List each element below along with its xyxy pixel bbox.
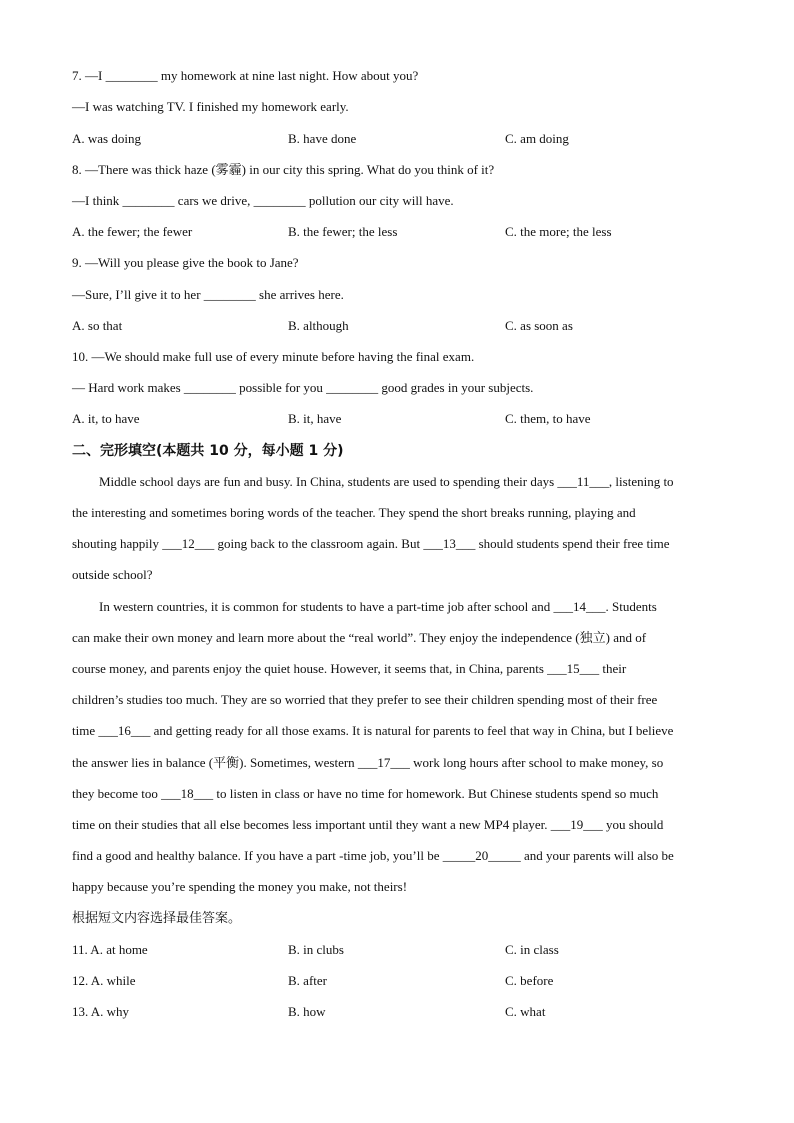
- q8-reply: —I think ________ cars we drive, ________ pollution our city will have.: [72, 193, 454, 208]
- q12-option-c: C. before: [505, 973, 554, 988]
- q7-option-c: C. am doing: [505, 131, 569, 146]
- passage-p2-line-7: they become too ___18___ to listen in class or have no time for homework. But Chinese students spend so much: [72, 786, 659, 801]
- q9-stem: 9. —Will you please give the book to Jane?: [72, 255, 299, 270]
- passage-p1-line-2: the interesting and sometimes boring words of the teacher. They spend the short breaks running, playing and: [72, 505, 636, 520]
- passage-p1-line-4: outside school?: [72, 567, 153, 582]
- q8-stem: 8. —There was thick haze (雾霾) in our city this spring. What do you think of it?: [72, 162, 495, 177]
- q9-option-b: B. although: [288, 318, 349, 333]
- q13-option-b: B. how: [288, 1004, 326, 1019]
- passage-p2-line-2: can make their own money and learn more about the “real world”. They enjoy the independence (独立) and of: [72, 630, 647, 645]
- q11-option-b: B. in clubs: [288, 942, 344, 957]
- q10-option-a: A. it, to have: [72, 411, 140, 426]
- q9-option-a: A. so that: [72, 318, 123, 333]
- passage-p1-line-3: shouting happily ___12___ going back to the classroom again. But ___13___ should students spend their free time: [72, 536, 670, 551]
- q7-option-a: A. was doing: [72, 131, 141, 146]
- passage-p1-line-1: Middle school days are fun and busy. In China, students are used to spending their days ___11___, listening to: [99, 474, 674, 489]
- q10-option-b: B. it, have: [288, 411, 342, 426]
- passage-p2-line-6: the answer lies in balance (平衡). Sometimes, western ___17___ work long hours after school to make money, so: [72, 755, 664, 770]
- passage-p2-line-10: happy because you’re spending the money you make, not theirs!: [72, 879, 408, 894]
- q10-reply: — Hard work makes ________ possible for you ________ good grades in your subjects.: [72, 380, 534, 395]
- passage-p2-line-8: time on their studies that all else becomes less important until they want a new MP4 player. ___19___ you should: [72, 817, 664, 832]
- q13-option-a: 13. A. why: [72, 1004, 130, 1019]
- q11-option-c: C. in class: [505, 942, 559, 957]
- q9-option-c: C. as soon as: [505, 318, 573, 333]
- passage-p2-line-4: children’s studies too much. They are so worried that they prefer to see their children spending most of their free: [72, 692, 658, 707]
- q12-option-b: B. after: [288, 973, 327, 988]
- q12-option-a: 12. A. while: [72, 973, 136, 988]
- q10-stem: 10. —We should make full use of every minute before having the final exam.: [72, 349, 475, 364]
- q9-reply: —Sure, I’ll give it to her ________ she arrives here.: [72, 287, 344, 302]
- q7-reply: —I was watching TV. I finished my homework early.: [72, 99, 349, 114]
- q8-option-a: A. the fewer; the fewer: [72, 224, 193, 239]
- passage-p2-line-5: time ___16___ and getting ready for all those exams. It is natural for parents to feel that way in China, but I believe: [72, 723, 674, 738]
- section2-heading: 二、完形填空(本题共 10 分，每小题 1 分): [72, 443, 344, 459]
- passage-p2-line-9: find a good and healthy balance. If you have a part -time job, you’ll be _____20_____ and your parents will also be: [72, 848, 674, 863]
- q7-stem: 7. —I ________ my homework at nine last night. How about you?: [72, 68, 419, 83]
- q8-option-b: B. the fewer; the less: [288, 224, 398, 239]
- section2-instruction: 根据短文内容选择最佳答案。: [72, 911, 242, 926]
- q13-option-c: C. what: [505, 1004, 546, 1019]
- q11-option-a: 11. A. at home: [72, 942, 148, 957]
- q7-option-b: B. have done: [288, 131, 357, 146]
- passage-p2-line-3: course money, and parents enjoy the quiet house. However, it seems that, in China, parents ___15___ their: [72, 661, 627, 676]
- passage-p2-line-1: In western countries, it is common for students to have a part-time job after school and ___14___. Students: [99, 599, 657, 614]
- q8-option-c: C. the more; the less: [505, 224, 612, 239]
- q10-option-c: C. them, to have: [505, 411, 591, 426]
